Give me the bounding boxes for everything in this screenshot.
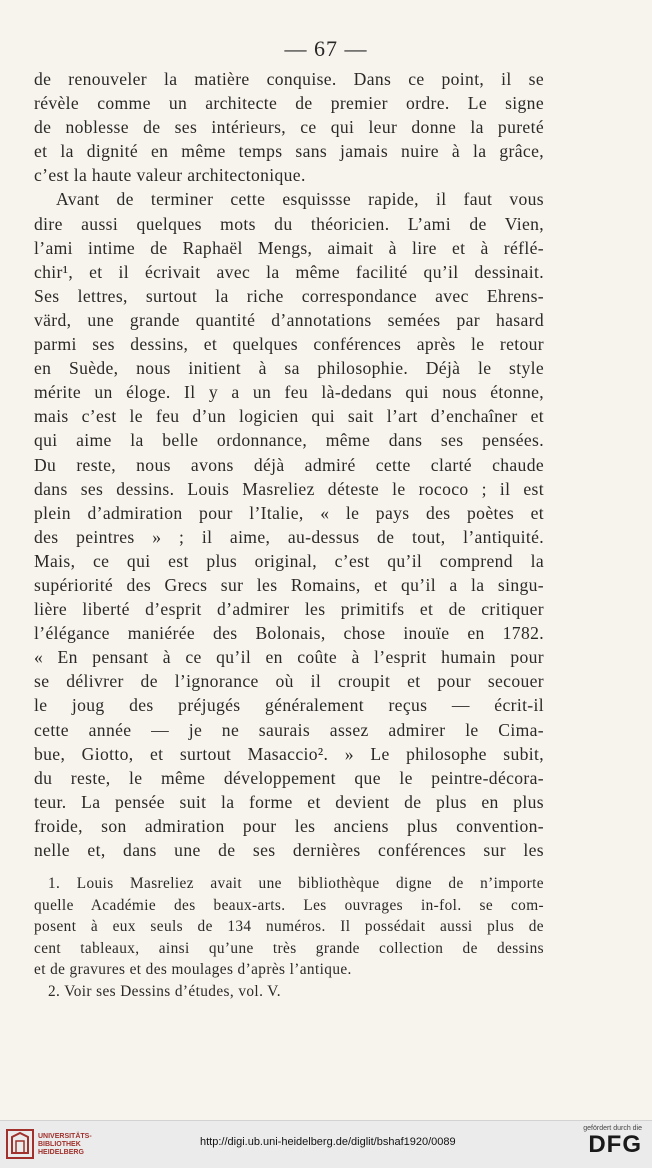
body-line: l’ami intime de Raphaël Mengs, aimait à lire et à réflé- (34, 237, 544, 258)
body-line: révèle comme un architecte de premier ordre. Le signe (34, 93, 544, 114)
body-line: Avant de terminer cette esquissse rapide, il faut vous (56, 189, 544, 210)
sponsor-label: gefördert durch die (583, 1125, 642, 1132)
body-line: värd, une grande quantité d’annotations semées par hasard (34, 309, 544, 330)
body-line: plein d’admiration pour l’Italie, « le pays des poètes et (34, 502, 544, 523)
body-line: c’est la haute valeur architectonique. (34, 165, 306, 186)
library-name (38, 1133, 92, 1157)
body-line: « En pensant à ce qu’il en coûte à l’esprit humain pour (34, 647, 544, 668)
body-line: cette année — je ne saurais assez admirer le Cima- (34, 719, 544, 740)
body-line: dans ses dessins. Louis Masreliez déteste le rococo ; il est (34, 478, 544, 499)
footnote-line: posent à eux seuls de 134 numéros. Il possédait aussi plus de (34, 918, 544, 935)
body-line: bue, Giotto, et surtout Masaccio². » Le philosophe subit, (34, 743, 544, 764)
body-line: Mais, ce qui est plus original, c’est qu’il comprend la (34, 550, 544, 571)
body-line: froide, son admiration pour les anciens plus convention- (34, 815, 544, 836)
footnote-line: cent tableaux, ainsi qu’une très grande collection de dessins (34, 939, 544, 957)
body-line: nelle et, dans une de ses dernières conférences sur les (34, 840, 544, 860)
body-line: et la dignité en même temps sans jamais nuire à la grâce, (34, 141, 544, 162)
body-line: du reste, le même développement que le peintre-décora- (34, 767, 544, 788)
footnote-line: 1. Louis Masreliez avait une bibliothèque digne de n’importe (48, 875, 544, 892)
body-line: de renouveler la matière conquise. Dans ce point, il se (34, 69, 544, 89)
body-line: lière liberté d’esprit d’admirer les primitifs et de critiquer (34, 599, 544, 620)
body-line: parmi ses dessins, et quelques conférences après le retour (34, 334, 544, 355)
library-name-line: BIBLIOTHEK (38, 1141, 81, 1148)
body-line: supériorité des Grecs sur les Romains, et qu’il a la singu- (34, 574, 544, 595)
body-line: chir¹, et il écrivait avec la même facilité qu’il dessinait. (34, 261, 544, 282)
body-line: Ses lettres, surtout la riche correspondance avec Ehrens- (34, 285, 544, 306)
body-line: qui aime la belle ordonnance, même dans ses pensées. (34, 430, 544, 451)
library-name-line: HEIDELBERG (38, 1149, 84, 1156)
body-line: le joug des préjugés généralement reçus — écrit-il (34, 695, 544, 716)
footnote-line: 2. Voir ses Dessins d’études, vol. V. (48, 982, 281, 1000)
page-number: — 67 — (284, 36, 368, 61)
body-text (34, 67, 544, 862)
permalink-link[interactable]: http://digi.ub.uni-heidelberg.de/diglit/bshaf1920/0089 (200, 1136, 456, 1148)
body-line: mais c’est le feu d’un logicien qui sait l’art d’enchaîner et (34, 406, 544, 427)
footnote-line: et de gravures et des moulages d’après l’antique. (34, 961, 352, 978)
body-line: mérite un éloge. Il y a un feu là-dedans qui nous étonne, (34, 382, 544, 403)
body-line: se délivrer de l’ignorance où il croupit et pour secouer (34, 671, 544, 692)
footnote-line: quelle Académie des beaux-arts. Les ouvrages in-fol. se com- (34, 896, 544, 914)
body-line: Du reste, nous avons déjà admiré cette clarté chaude (34, 454, 544, 475)
body-line: de noblesse de ses intérieurs, ce qui leur donne la pureté (34, 117, 544, 138)
body-line: en Suède, nous initient à sa philosophie. Déjà le style (34, 358, 544, 379)
dfg-logo: DFG (588, 1131, 642, 1158)
body-line: dire aussi quelques mots du théoricien. L’ami de Vien, (34, 213, 544, 234)
university-library-logo-icon (6, 1129, 34, 1159)
body-line: teur. La pensée suit la forme et devient de plus en plus (34, 791, 544, 812)
sponsor-block (583, 1125, 642, 1158)
footnotes (34, 873, 544, 1002)
body-line: l’élégance maniérée des Bolonais, chose inouïe en 1782. (34, 623, 544, 644)
library-name-line: UNIVERSITÄTS- (38, 1133, 92, 1140)
digitization-footer (0, 1120, 652, 1168)
body-line: des peintres » ; il aime, au-dessus de tout, l’antiquité. (34, 526, 544, 547)
